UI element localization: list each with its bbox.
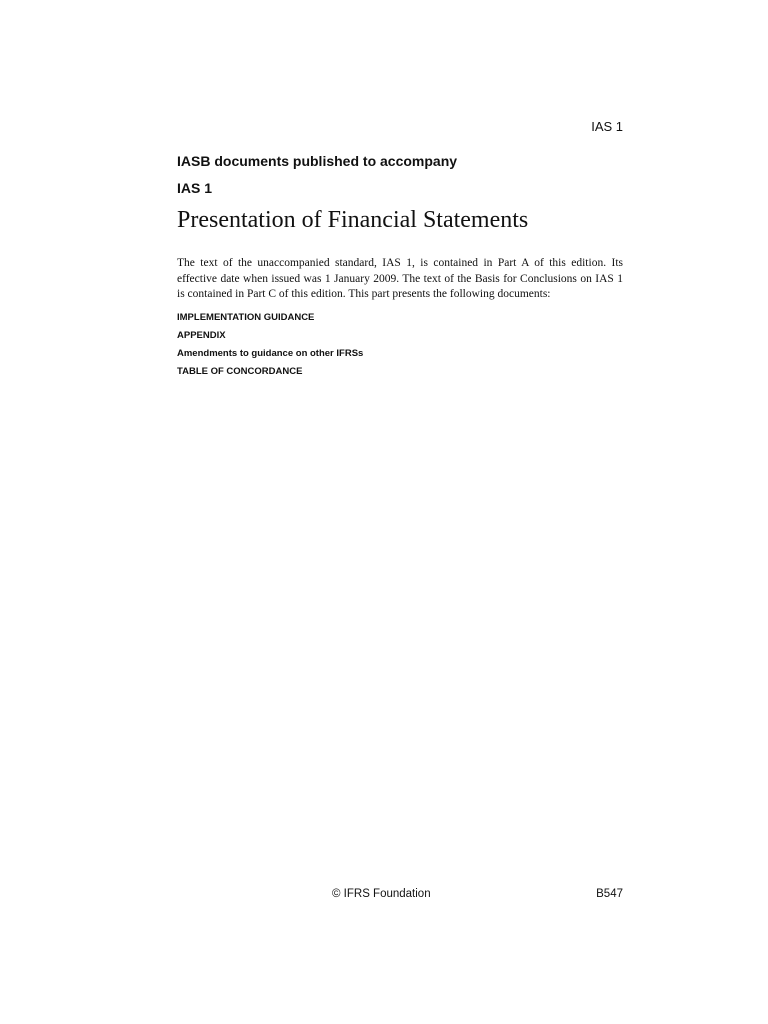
- documents-list: [177, 309, 363, 381]
- intro-paragraph: The text of the unaccompanied standard, IAS 1, is contained in Part A of this edition. Its effective date when issued was 1 January 2009. The text of the Basis for Conclusions on IAS 1 is contained in Part C of this edition. This part presents the following documents:: [177, 257, 623, 301]
- list-item-implementation-guidance: IMPLEMENTATION GUIDANCE: [177, 312, 315, 323]
- running-header: IAS 1: [591, 119, 623, 134]
- footer-copyright: © IFRS Foundation: [332, 888, 431, 900]
- kicker-heading: IASB documents published to accompany: [177, 153, 458, 169]
- list-item-appendix: APPENDIX: [177, 330, 226, 341]
- footer-page-number: B547: [596, 888, 623, 900]
- page-title: Presentation of Financial Statements: [177, 207, 529, 233]
- standard-heading: IAS 1: [177, 180, 213, 196]
- list-item-table-of-concordance: TABLE OF CONCORDANCE: [177, 366, 303, 377]
- list-item-amendments: Amendments to guidance on other IFRSs: [177, 348, 364, 359]
